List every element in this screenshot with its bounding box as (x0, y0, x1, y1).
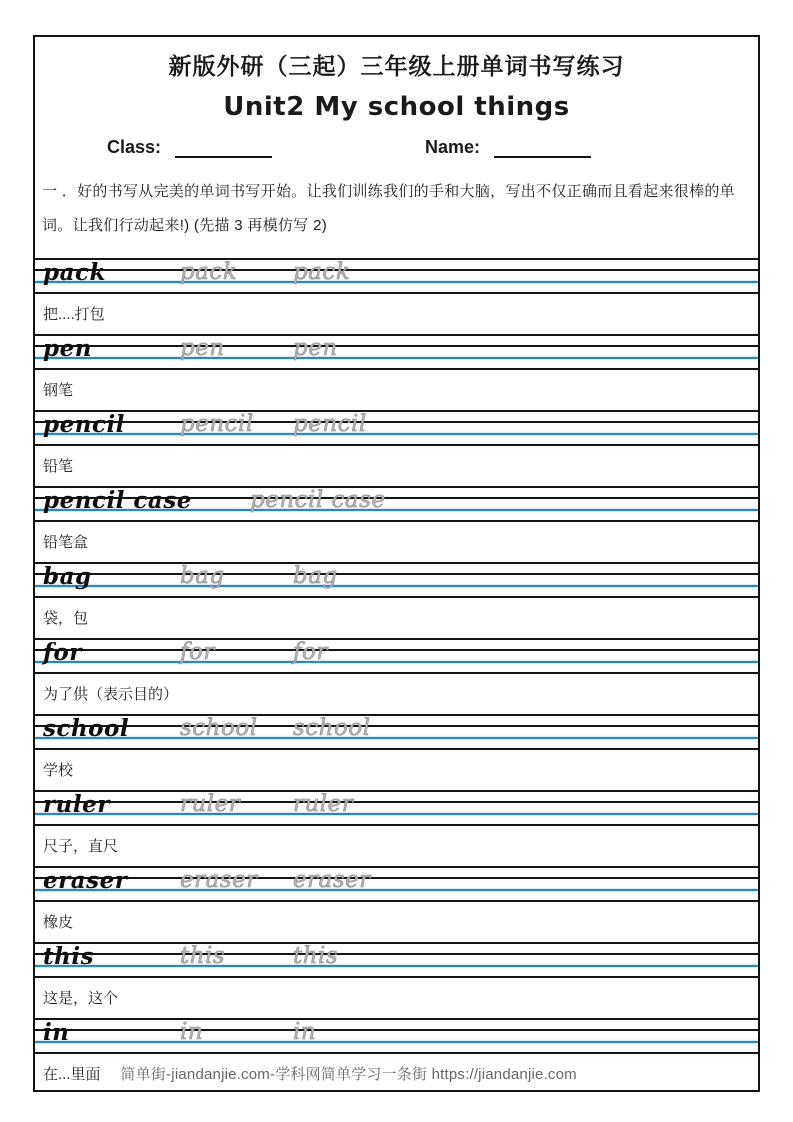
handwriting-guide (35, 942, 758, 977)
practice-block-for (35, 638, 758, 714)
guide-line-bottom (35, 900, 758, 902)
guide-line-bottom (35, 292, 758, 294)
site-watermark: 简单街-jiandanjie.com-学科网简单学习一条街 https://jiandanjie.com (120, 1066, 577, 1083)
handwriting-guide (35, 562, 758, 597)
word-trace-2: pen (293, 335, 338, 361)
word-meaning: 铅笔 (43, 458, 74, 475)
guide-line-baseline-blue (35, 661, 758, 663)
word-sample-solid: ruler (43, 791, 110, 818)
guide-line-bottom (35, 824, 758, 826)
guide-line-top (35, 410, 758, 412)
word-trace-1: pencil (180, 411, 254, 437)
word-trace-2: for (293, 639, 328, 665)
instructions-text: 一 ．好的书写从完美的单词书写开始。让我们训练我们的手和大脑，写出不仅正确而且看起来很棒的单词。让我们行动起来!) (先描 3 再模仿写 2) (42, 183, 735, 234)
word-trace-2: this (293, 943, 339, 969)
word-trace-1: pen (180, 335, 225, 361)
guide-line-bottom (35, 596, 758, 598)
class-blank-line (175, 137, 272, 158)
word-meaning-row (35, 1053, 758, 1092)
practice-block-pen (35, 334, 758, 410)
word-meaning: 袋，包 (43, 610, 89, 627)
handwriting-guide (35, 638, 758, 673)
guide-line-baseline-blue (35, 357, 758, 359)
guide-line-bottom (35, 672, 758, 674)
word-sample-solid: pen (43, 335, 92, 362)
word-meaning-row (35, 901, 758, 942)
word-meaning: 铅笔盒 (43, 534, 89, 551)
guide-line-mid (35, 725, 758, 727)
practice-block-eraser (35, 866, 758, 942)
practice-block-pencil-case (35, 486, 758, 562)
practice-block-school (35, 714, 758, 790)
word-meaning-row (35, 445, 758, 486)
name-blank-line (494, 137, 591, 158)
word-sample-solid: pencil case (43, 487, 192, 514)
handwriting-guide (35, 714, 758, 749)
word-sample-solid: pencil (43, 411, 125, 438)
word-trace-1: this (180, 943, 226, 969)
guide-line-baseline-blue (35, 281, 758, 283)
class-name-row (35, 137, 758, 167)
word-meaning-row (35, 673, 758, 714)
name-label: Name: (425, 137, 481, 157)
word-meaning-row (35, 369, 758, 410)
class-field-group (107, 137, 272, 158)
word-meaning: 橡皮 (43, 914, 74, 931)
word-meaning-row (35, 597, 758, 638)
guide-line-baseline-blue (35, 813, 758, 815)
guide-line-top (35, 562, 758, 564)
guide-line-mid (35, 877, 758, 879)
guide-line-mid (35, 573, 758, 575)
practice-block-this (35, 942, 758, 1018)
word-meaning-row (35, 293, 758, 334)
word-meaning-row (35, 521, 758, 562)
guide-line-mid (35, 1029, 758, 1031)
guide-line-baseline-blue (35, 737, 758, 739)
word-trace-1: eraser (180, 867, 258, 893)
guide-line-baseline-blue (35, 1041, 758, 1043)
word-meaning: 在...里面 (43, 1066, 101, 1083)
word-meaning: 学校 (43, 762, 74, 779)
guide-line-mid (35, 421, 758, 423)
guide-line-top (35, 942, 758, 944)
guide-line-top (35, 866, 758, 868)
handwriting-guide (35, 258, 758, 293)
practice-block-pack (35, 258, 758, 334)
guide-line-bottom (35, 1052, 758, 1054)
practice-block-bag (35, 562, 758, 638)
practice-blocks (35, 258, 758, 1092)
worksheet-page (33, 35, 760, 1092)
word-sample-solid: bag (43, 563, 92, 590)
class-label: Class: (107, 137, 162, 157)
word-trace-1: for (180, 639, 215, 665)
word-sample-solid: this (43, 943, 95, 970)
word-sample-solid: school (43, 715, 130, 742)
word-trace-2: eraser (293, 867, 371, 893)
name-field-group (425, 137, 591, 158)
guide-line-top (35, 714, 758, 716)
guide-line-top (35, 258, 758, 260)
handwriting-guide (35, 334, 758, 369)
word-meaning-row (35, 825, 758, 866)
practice-block-pencil (35, 410, 758, 486)
guide-line-mid (35, 649, 758, 651)
guide-line-top (35, 790, 758, 792)
unit-title: Unit2 My school things (223, 92, 570, 122)
word-trace-2: in (293, 1019, 317, 1045)
guide-line-bottom (35, 368, 758, 370)
guide-line-bottom (35, 520, 758, 522)
practice-block-ruler (35, 790, 758, 866)
word-meaning: 这是，这个 (43, 990, 119, 1007)
handwriting-guide (35, 410, 758, 445)
word-trace-1: bag (180, 563, 225, 589)
guide-line-top (35, 1018, 758, 1020)
guide-line-baseline-blue (35, 965, 758, 967)
handwriting-guide (35, 1018, 758, 1053)
guide-line-mid (35, 345, 758, 347)
guide-line-bottom (35, 444, 758, 446)
guide-line-top (35, 638, 758, 640)
word-sample-solid: in (43, 1019, 70, 1046)
guide-line-bottom (35, 748, 758, 750)
word-sample-solid: pack (43, 259, 106, 286)
word-trace-2: bag (293, 563, 338, 589)
word-meaning: 把....打包 (43, 306, 105, 323)
word-trace-2: school (293, 715, 371, 741)
handwriting-guide (35, 790, 758, 825)
guide-line-mid (35, 953, 758, 955)
handwriting-guide (35, 486, 758, 521)
word-trace-1: school (180, 715, 258, 741)
word-meaning-row (35, 977, 758, 1018)
word-trace-1: pencil case (250, 487, 386, 513)
word-trace-1: ruler (180, 791, 241, 817)
guide-line-baseline-blue (35, 585, 758, 587)
word-trace-1: in (180, 1019, 204, 1045)
word-trace-2: pack (293, 259, 351, 285)
guide-line-top (35, 334, 758, 336)
word-meaning: 钢笔 (43, 382, 74, 399)
practice-block-in (35, 1018, 758, 1092)
word-sample-solid: eraser (43, 867, 128, 894)
guide-line-mid (35, 801, 758, 803)
guide-line-bottom (35, 976, 758, 978)
handwriting-guide (35, 866, 758, 901)
worksheet-title: 新版外研（三起）三年级上册单词书写练习 (168, 53, 625, 79)
word-trace-2: ruler (293, 791, 354, 817)
guide-line-baseline-blue (35, 433, 758, 435)
word-trace-2: pencil (293, 411, 367, 437)
word-trace-1: pack (180, 259, 238, 285)
word-meaning-row (35, 749, 758, 790)
guide-line-baseline-blue (35, 889, 758, 891)
word-meaning: 尺子，直尺 (43, 838, 119, 855)
guide-line-mid (35, 269, 758, 271)
word-meaning: 为了供（表示目的） (43, 686, 179, 703)
word-sample-solid: for (43, 639, 82, 666)
